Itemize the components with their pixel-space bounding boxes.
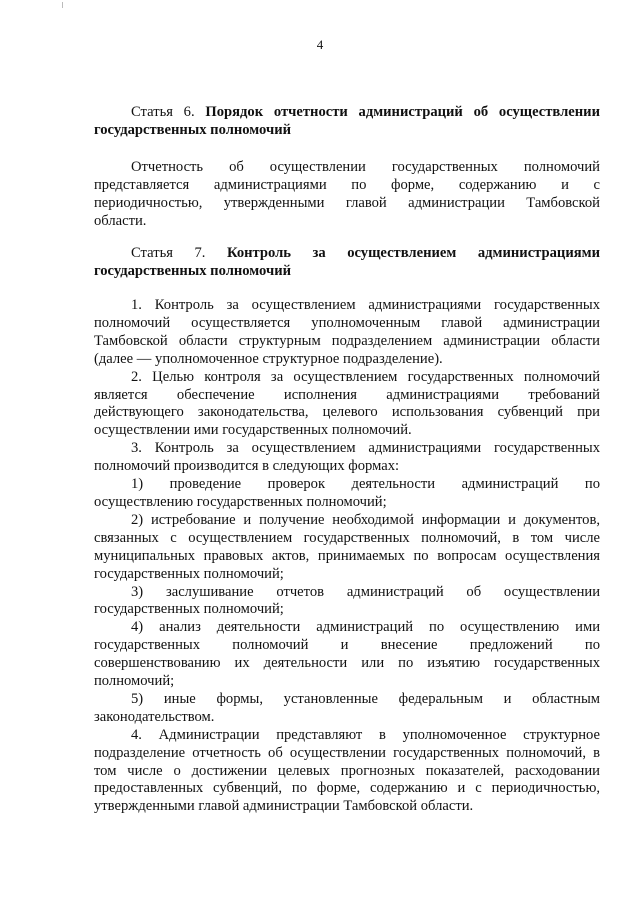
article-6-title-line1: Порядок отчетности администраций об осуществлении [205,104,600,120]
text-line: периодичностью, утвержденными главой администрации Тамбовской [94,194,600,211]
text-line: 3) заслушивание отчетов администраций об осуществлении [131,583,600,600]
text-line: полномочий осуществляется уполномоченным главой администрации [94,314,600,331]
text-line: Отчетность об осуществлении государственных полномочий [131,159,600,175]
article-6-label: Статья 6. [131,104,195,120]
text-line: связанных с осуществлением государственных полномочий, в том числе [94,529,600,546]
text-line: государственных полномочий; [94,565,284,582]
text-line: государственных полномочий; [94,601,284,618]
text-line: полномочий производится в следующих формах: [94,458,400,475]
scan-mark [62,2,63,8]
article-6-text [94,159,600,231]
list-item-3 [94,584,600,620]
text-line: законодательством. [94,708,215,725]
article-7-label: Статья 7. [131,245,206,261]
article-6-heading [94,104,600,140]
text-line: представляется администрациями по форме, содержанию и с [94,176,600,193]
text-line: Тамбовской области структурным подразделением администрации области [94,332,600,349]
text-line: (далее — уполномоченное структурное подразделение). [94,350,443,367]
text-line: утвержденными главой администрации Тамбовской области. [94,798,474,815]
article-7-title-line1: Контроль за осуществлением администрациями [226,245,600,261]
text-line: том числе о достижении целевых прогнозных показателей, расходовании [94,762,600,779]
article-7-heading [94,245,600,281]
text-line: 2. Целью контроля за осуществлением государственных полномочий [131,368,600,385]
text-line: 2) истребование и получение необходимой информации и документов, [131,511,600,528]
text-line: 4) анализ деятельности администраций по осуществлению ими [131,619,600,636]
text-line: полномочий; [94,673,175,690]
article-6-title-line2: государственных полномочий [94,121,292,138]
text-line: действующего законодательства, целевого использования субвенций при [94,404,600,421]
list-item-5 [94,691,600,727]
text-line: осуществлении ими государственных полномочий. [94,422,412,439]
text-line: 4. Администрации представляют в уполномоченное структурное [131,726,600,743]
text-line: 3. Контроль за осуществлением администрациями государственных [131,440,600,457]
text-line: государственных полномочий и внесение предложений по [94,637,600,654]
article-7-body [94,297,600,816]
text-line: 1) проведение проверок деятельности администраций по [131,476,600,493]
list-item-4 [94,619,600,691]
text-line: предоставленных субвенций, по форме, содержанию и с периодичностью, [94,780,600,797]
paragraph-1 [94,297,600,369]
text-line: 5) иные формы, установленные федеральным и областным [131,690,600,707]
page-number: 4 [316,37,324,52]
text-line: подразделение отчетность об осуществлении государственных полномочий, в [94,744,600,761]
list-item-1 [94,476,600,512]
list-item-2 [94,512,600,584]
text-line: муниципальных правовых актов, принимаемых по вопросам осуществления [94,547,600,564]
article-7-title-line2: государственных полномочий [94,262,292,279]
text-line: совершенствованию их деятельности или по изъятию государственных [94,655,600,672]
text-line: 1. Контроль за осуществлением администрациями государственных [131,297,600,313]
text-line: осуществлению государственных полномочий; [94,493,387,510]
text-line: области. [94,212,147,229]
paragraph-3 [94,440,600,476]
text-line: является обеспечение исполнения администрациями требований [94,386,600,403]
paragraph-4 [94,727,600,817]
paragraph-2 [94,369,600,441]
